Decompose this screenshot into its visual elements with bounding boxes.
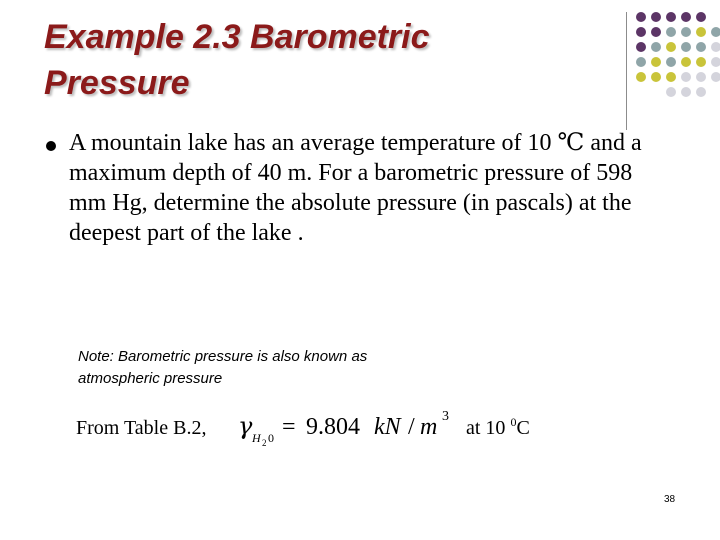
subscript-o: 0 <box>268 431 274 445</box>
decor-dot <box>666 72 676 82</box>
unit-kn: kN <box>374 414 401 440</box>
slide-title-line1: Example 2.3 Barometric <box>44 18 430 56</box>
slide-title-line2: Pressure <box>44 64 190 102</box>
page-number: 38 <box>664 494 676 505</box>
decorative-dot-grid <box>634 10 720 105</box>
decor-dot <box>636 72 646 82</box>
decor-dot <box>651 42 661 52</box>
note-text <box>78 346 458 390</box>
bullet-marker <box>46 141 56 151</box>
subscript-2: 2 <box>262 438 267 448</box>
degree-unit: ℃ <box>557 130 585 156</box>
equals-sign: = <box>282 414 296 440</box>
problem-statement <box>69 128 669 248</box>
gamma-symbol: γ <box>238 412 253 440</box>
decor-dot <box>666 27 676 37</box>
decor-dot <box>681 27 691 37</box>
from-table-label: From Table B.2, <box>76 417 207 439</box>
problem-text-rest: and a maximum depth of 40 m. For a barometric pressure of 598 mm Hg, determine the absolute pressure (in pascals) at the deepest part of the lake . <box>69 130 642 246</box>
decor-dot <box>696 87 706 97</box>
decor-dot <box>636 42 646 52</box>
decorative-divider <box>626 12 627 130</box>
decor-dot <box>636 27 646 37</box>
decor-dot <box>681 12 691 22</box>
decor-dot <box>651 12 661 22</box>
decor-dot <box>711 72 720 82</box>
decor-dot <box>696 57 706 67</box>
specific-weight-equation <box>236 404 456 448</box>
decor-dot <box>666 57 676 67</box>
slide-title <box>44 14 604 106</box>
at-temp-prefix: at 10 <box>466 417 511 439</box>
note-line2: atmospheric pressure <box>78 370 223 387</box>
decor-dot <box>666 42 676 52</box>
decor-dot <box>681 57 691 67</box>
unit-m: m <box>420 414 438 440</box>
note-line1: Note: Barometric pressure is also known as <box>78 348 368 365</box>
at-temperature-label <box>466 410 530 440</box>
decor-dot <box>651 72 661 82</box>
unit-exponent: 3 <box>442 409 449 424</box>
decor-dot <box>666 87 676 97</box>
decor-dot <box>711 57 720 67</box>
decor-dot <box>696 72 706 82</box>
at-temp-unit: C <box>516 417 530 439</box>
specific-weight-value: 9.804 <box>306 414 360 440</box>
decor-dot <box>651 57 661 67</box>
decor-dot <box>666 12 676 22</box>
at-temp-degree: 0 <box>510 415 517 429</box>
decor-dot <box>711 27 720 37</box>
decor-dot <box>696 27 706 37</box>
subscript-h: H <box>252 431 261 445</box>
decor-dot <box>696 12 706 22</box>
decor-dot <box>711 42 720 52</box>
decor-dot <box>681 87 691 97</box>
decor-dot <box>681 72 691 82</box>
problem-text-start: A mountain lake has an average temperature of 10 <box>69 130 558 156</box>
unit-slash: / <box>408 414 415 440</box>
decor-dot <box>651 27 661 37</box>
decor-dot <box>681 42 691 52</box>
decor-dot <box>636 57 646 67</box>
decor-dot <box>636 12 646 22</box>
decor-dot <box>696 42 706 52</box>
